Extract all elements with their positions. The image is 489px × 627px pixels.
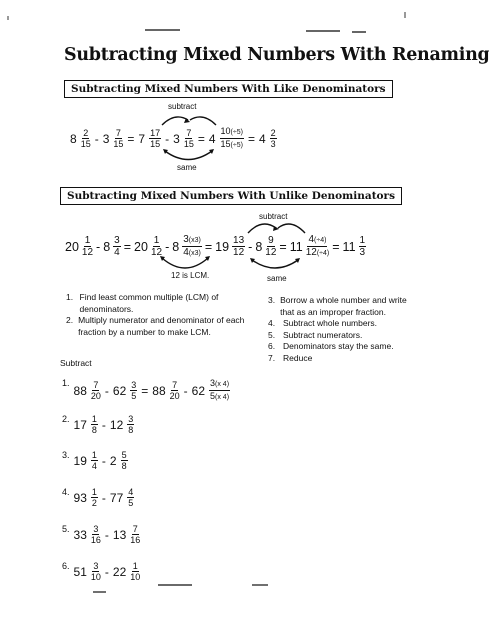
like-denominators-heading: Subtracting Mixed Numbers With Like Denominators bbox=[64, 80, 393, 98]
step-item: 7. Reduce bbox=[268, 352, 313, 363]
subtract-heading: Subtract bbox=[60, 358, 92, 368]
page-title: Subtracting Mixed Numbers With Renaming bbox=[64, 45, 489, 65]
unlike-denominators-heading: Subtracting Mixed Numbers With Unlike Denominators bbox=[60, 187, 402, 205]
problem-6: 6. 51 3 10 - 22 1 10 bbox=[62, 561, 141, 582]
problem-3: 3. 19 1 4 - 2 5 8 bbox=[62, 450, 127, 471]
unlike-example-expression: 20 1 12 - 8 $\frac{3}{4}$ = 20 1 12 - 8 $\frac{3(x3)}{4(x3)}$ = 19 13 12 - 8 $\frac{9}{12}$ = 11 $\frac{4(\div 4)}{12(\div 4)}$ = 11 1 3 bbox=[65, 234, 366, 258]
problem-2: 2. 17 1 8 - 12 3 8 bbox=[62, 414, 134, 435]
same-label: same bbox=[177, 163, 197, 172]
problem-1: 1. 88 7 20 - 62 $\frac{3}{5}$ = 88 7 20 - 62 3(x 4) 5(x 4) bbox=[62, 378, 230, 401]
step-item: 6. Denominators stay the same. bbox=[268, 341, 394, 351]
step-item: 1. Find least common multiple (LCM) of denominators. bbox=[66, 292, 219, 314]
same-label-2: same bbox=[267, 274, 287, 283]
subtract-label-2: subtract bbox=[259, 212, 288, 221]
step-item: 4. Subtract whole numbers. bbox=[268, 318, 378, 328]
problem-4: 4. 93 1 2 - 77 4 5 bbox=[62, 487, 134, 508]
step-item: 2. Multiply numerator and denominator of each fraction by a number to make LCM. bbox=[66, 315, 245, 337]
lcm-label: 12 is LCM. bbox=[171, 271, 210, 280]
problem-5: 5. 33 3 16 - 13 7 16 bbox=[62, 524, 141, 545]
steps-left bbox=[66, 292, 246, 338]
subtract-label: subtract bbox=[168, 102, 197, 111]
step-item: 3. Borrow a whole number and write that as an improper fraction. bbox=[268, 295, 407, 317]
step-item: 5. Subtract numerators. bbox=[268, 329, 363, 340]
steps-right bbox=[268, 295, 416, 364]
like-example-expression: 8 2 15 - 3 $\frac{7}{15}$ = 7 17 15 - 3 $\frac{7}{15}$ = 4 $\frac{10(\div 5)}{15(\div 5)}$ = 4 2 3 bbox=[70, 126, 276, 149]
